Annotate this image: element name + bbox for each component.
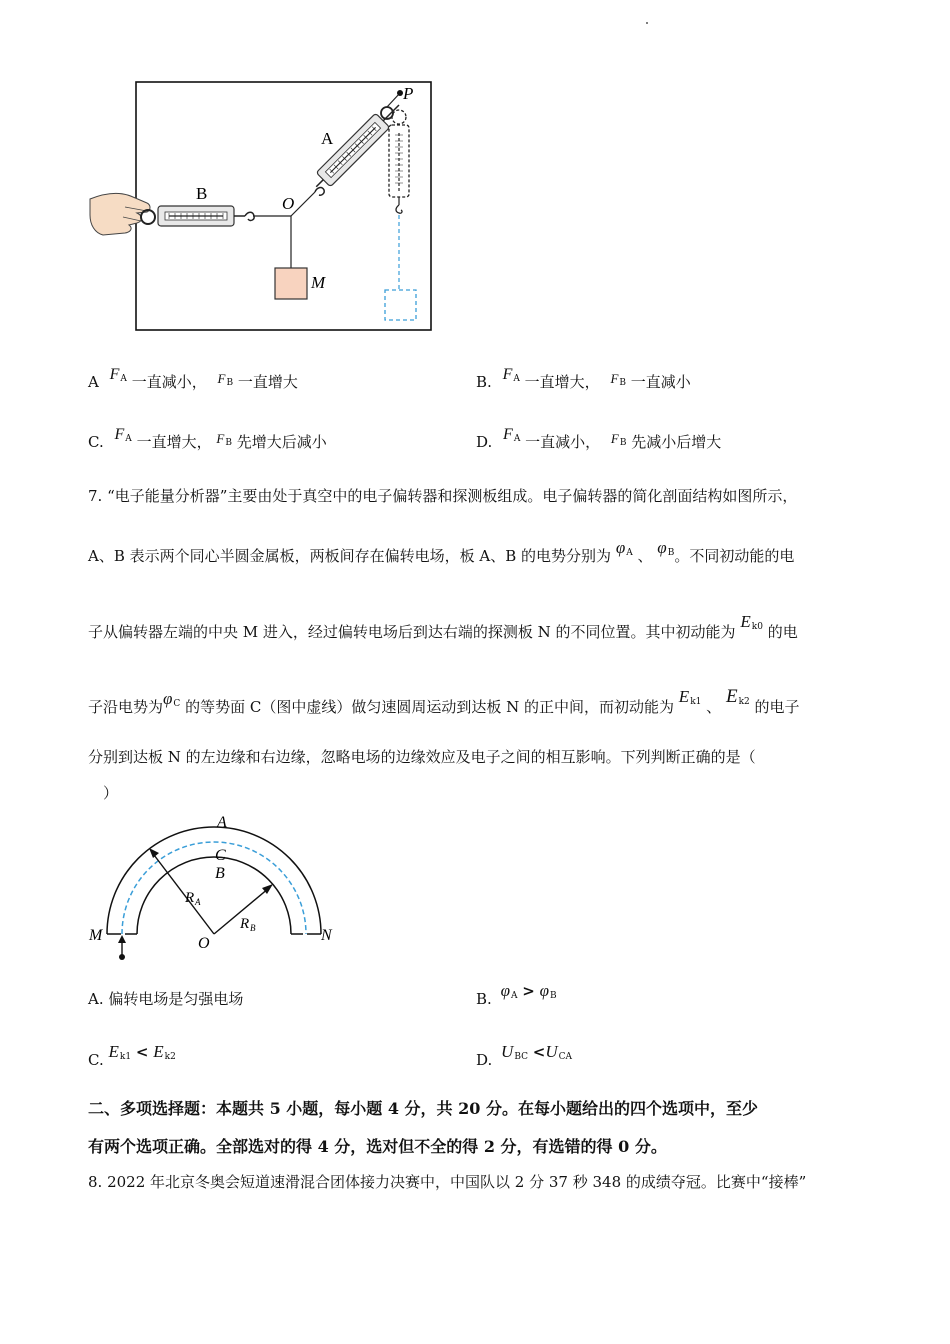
dashed-mass [385, 290, 416, 320]
q6-option-a[interactable]: A $F_A$ 一直减小， $F_B$ 一直增大 [88, 366, 298, 391]
label-B: B [196, 184, 208, 203]
q7-line-3: 子从偏转器左端的中央 M 进入，经过偏转电场后到达右端的探测板 N 的不同位置。其中初动能为 $E_{k0}$ 的电 [88, 612, 798, 641]
page-dot [646, 22, 648, 24]
label-RA: R [185, 890, 195, 906]
mass-M [275, 268, 307, 299]
section-2-heading-2: 有两个选项正确。全部选对的得 4 分，选对但不全的得 2 分，有选错的得 0 分。 [88, 1137, 667, 1156]
label-A: A [321, 129, 334, 148]
label-C: C [215, 847, 226, 864]
q7-option-c[interactable]: C. $E_{k1} < E_{k2}$ [88, 1042, 176, 1069]
label-N: N [321, 927, 332, 944]
spring-scale-A [309, 113, 390, 194]
label-RA-sub: A [195, 897, 201, 907]
q7-line-2: A、B 表示两个同心半圆金属板，两板间存在偏转电场，板 A、B 的电势分别为 $\varphi_A$ 、 $\varphi_B$。不同初动能的电 [88, 538, 795, 565]
spring-scale-figure [85, 75, 445, 337]
equipotential-C [122, 842, 306, 934]
label-RB-sub: B [250, 923, 256, 933]
q7-line-6: ） [103, 784, 119, 802]
q7-option-b[interactable]: B. $\varphi_A > \varphi_B$ [476, 981, 557, 1008]
label-O: O [198, 935, 210, 952]
q6-option-b[interactable]: B. $F_A$ 一直增大， $F_B$ 一直减小 [476, 366, 691, 391]
dashed-scale [389, 110, 409, 197]
q7-option-a[interactable]: A. 偏转电场是匀强电场 [88, 990, 244, 1008]
label-B: B [215, 865, 225, 882]
label-M: M [311, 273, 326, 292]
plate-B [137, 857, 291, 934]
label-M: M [89, 927, 103, 944]
q6-option-c[interactable]: C. $F_A$ 一直增大， $F_B$ 先增大后减小 [88, 426, 327, 451]
deflector-figure [85, 812, 345, 962]
label-A: A [217, 814, 227, 831]
q7-line-5: 分别到达板 N 的左边缘和右边缘，忽略电场的边缘效应及电子之间的相互影响。下列判断正确的是（ [88, 748, 756, 766]
q8-line-1: 8. 2022 年北京冬奥会短道速滑混合团体接力决赛中，中国队以 2 分 37 秒 348 的成绩夺冠。比赛中“接棒” [88, 1173, 807, 1191]
q7-line-4: 子沿电势为$\varphi_C$ 的等势面 C（图中虚线）做匀速圆周运动到达板 N 的正中间，而初动能为 $E_{k1}$ 、 $E_{k2}$ 的电子 [88, 686, 800, 716]
electron-source [119, 954, 125, 960]
label-P: P [403, 84, 414, 103]
q6-option-d[interactable]: D. $F_A$ 一直减小， $F_B$ 先减小后增大 [476, 426, 722, 451]
section-2-heading-1: 二、多项选择题：本题共 5 小题，每小题 4 分，共 20 分。在每小题给出的四个选项中，至少 [88, 1099, 758, 1118]
q7-line-1: 7. “电子能量分析器”主要由处于真空中的电子偏转器和探测板组成。电子偏转器的简化剖面结构如图所示， [88, 487, 798, 505]
label-O: O [282, 194, 295, 213]
q7-option-d[interactable]: D. $U_{BC} <U_{CA}$ [476, 1042, 573, 1069]
label-RB: R [240, 916, 250, 932]
spring-scale-B [158, 206, 254, 226]
